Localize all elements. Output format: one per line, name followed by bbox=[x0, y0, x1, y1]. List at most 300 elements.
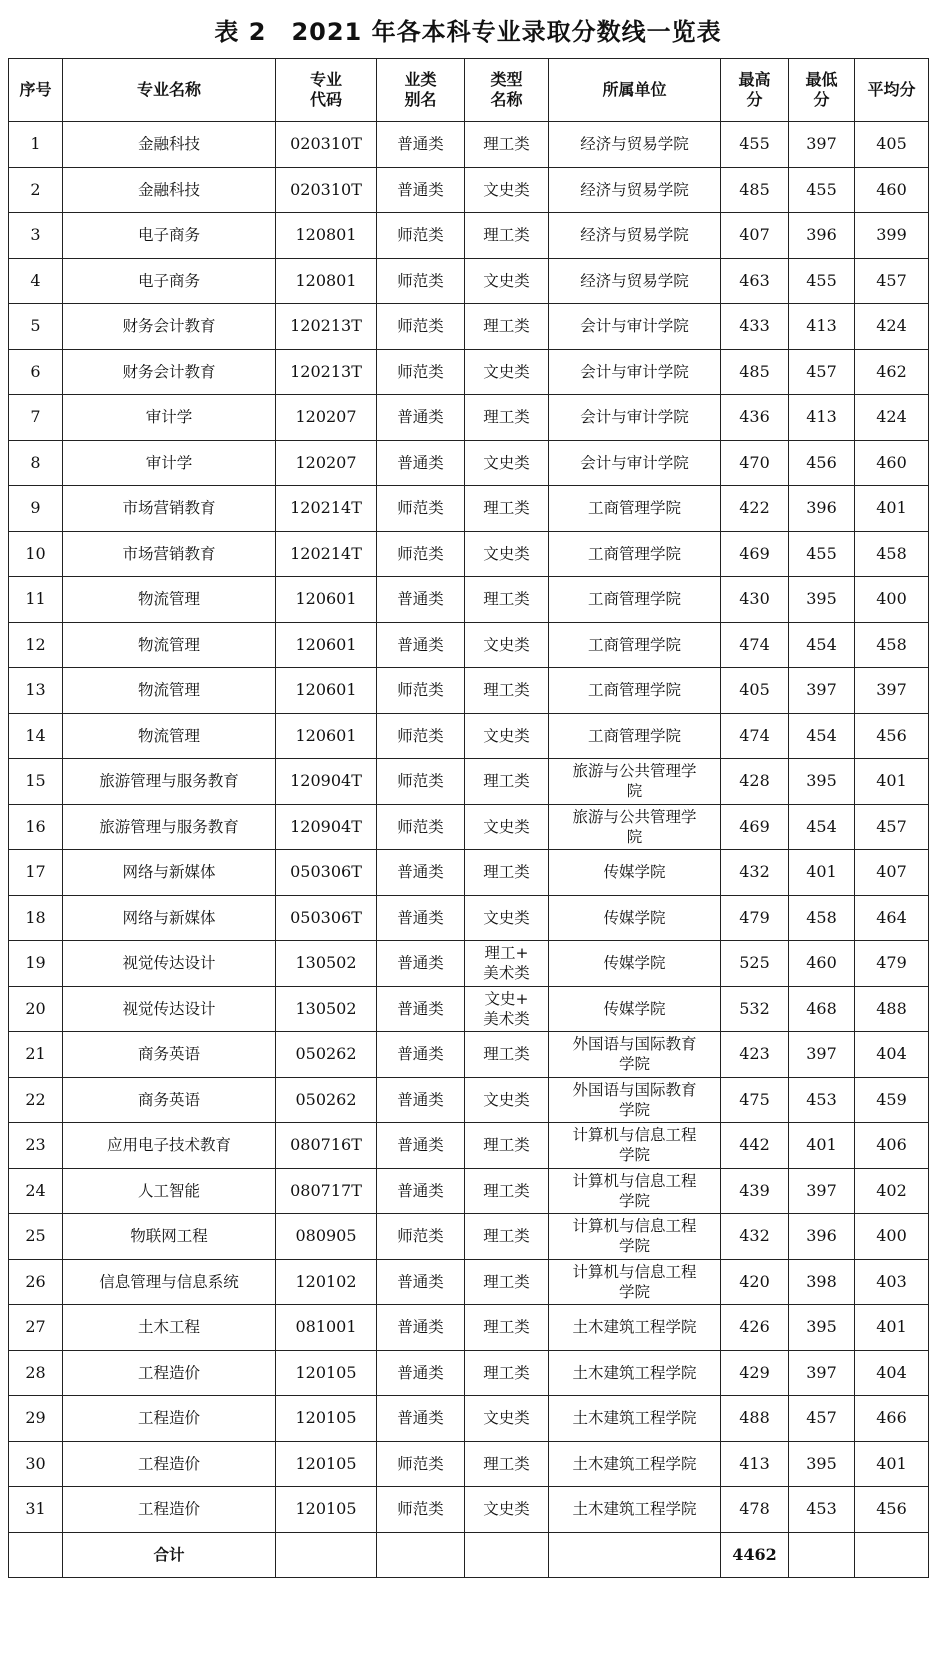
cell-unit: 经济与贸易学院 bbox=[549, 122, 721, 168]
cell-major-name: 审计学 bbox=[63, 440, 276, 486]
cell-category: 师范类 bbox=[377, 1214, 465, 1260]
cell-major-code: 120105 bbox=[276, 1487, 377, 1533]
cell-major-code: 080905 bbox=[276, 1214, 377, 1260]
total-empty-cell bbox=[377, 1532, 465, 1577]
cell-type: 理工类 bbox=[465, 304, 549, 350]
table-row bbox=[9, 1396, 929, 1442]
cell-major-name: 物流管理 bbox=[63, 622, 276, 668]
cell-min-score: 395 bbox=[789, 577, 855, 623]
cell-major-name: 电子商务 bbox=[63, 213, 276, 259]
total-label: 合计 bbox=[63, 1532, 276, 1577]
cell-major-code: 120213T bbox=[276, 304, 377, 350]
cell-unit: 土木建筑工程学院 bbox=[549, 1487, 721, 1533]
cell-type: 文史类 bbox=[465, 531, 549, 577]
table-row bbox=[9, 1077, 929, 1123]
cell-row-index: 26 bbox=[9, 1259, 63, 1305]
cell-category: 普通类 bbox=[377, 622, 465, 668]
table-row bbox=[9, 258, 929, 304]
cell-type: 文史类 bbox=[465, 895, 549, 941]
cell-row-index: 1 bbox=[9, 122, 63, 168]
cell-min-score: 395 bbox=[789, 1305, 855, 1351]
cell-category: 普通类 bbox=[377, 395, 465, 441]
total-empty-cell bbox=[789, 1532, 855, 1577]
cell-type: 文史类 bbox=[465, 1487, 549, 1533]
cell-avg-score: 401 bbox=[855, 486, 929, 532]
cell-max-score: 433 bbox=[721, 304, 789, 350]
cell-category: 师范类 bbox=[377, 349, 465, 395]
cell-type: 理工类 bbox=[465, 759, 549, 805]
cell-avg-score: 424 bbox=[855, 304, 929, 350]
cell-type: 理工类 bbox=[465, 668, 549, 714]
cell-row-index: 13 bbox=[9, 668, 63, 714]
column-header-col-avg: 平均分 bbox=[855, 59, 929, 122]
cell-row-index: 21 bbox=[9, 1032, 63, 1078]
cell-unit: 土木建筑工程学院 bbox=[549, 1305, 721, 1351]
cell-category: 普通类 bbox=[377, 1259, 465, 1305]
cell-category: 普通类 bbox=[377, 850, 465, 896]
cell-avg-score: 456 bbox=[855, 1487, 929, 1533]
cell-min-score: 454 bbox=[789, 713, 855, 759]
table-row bbox=[9, 395, 929, 441]
cell-type: 文史类 bbox=[465, 167, 549, 213]
cell-major-name: 旅游管理与服务教育 bbox=[63, 804, 276, 850]
cell-major-name: 商务英语 bbox=[63, 1077, 276, 1123]
column-header-col-min: 最低 分 bbox=[789, 59, 855, 122]
cell-avg-score: 401 bbox=[855, 1441, 929, 1487]
cell-major-name: 审计学 bbox=[63, 395, 276, 441]
cell-row-index: 28 bbox=[9, 1350, 63, 1396]
cell-unit: 工商管理学院 bbox=[549, 713, 721, 759]
cell-major-name: 视觉传达设计 bbox=[63, 986, 276, 1032]
cell-max-score: 430 bbox=[721, 577, 789, 623]
cell-unit: 外国语与国际教育 学院 bbox=[549, 1077, 721, 1123]
cell-max-score: 475 bbox=[721, 1077, 789, 1123]
cell-min-score: 398 bbox=[789, 1259, 855, 1305]
column-header-col-category: 业类 别名 bbox=[377, 59, 465, 122]
cell-major-name: 物流管理 bbox=[63, 577, 276, 623]
cell-major-name: 工程造价 bbox=[63, 1396, 276, 1442]
cell-unit: 工商管理学院 bbox=[549, 531, 721, 577]
cell-max-score: 413 bbox=[721, 1441, 789, 1487]
cell-unit: 传媒学院 bbox=[549, 941, 721, 987]
cell-major-name: 财务会计教育 bbox=[63, 304, 276, 350]
cell-max-score: 478 bbox=[721, 1487, 789, 1533]
cell-avg-score: 460 bbox=[855, 440, 929, 486]
cell-type: 理工类 bbox=[465, 850, 549, 896]
cell-category: 师范类 bbox=[377, 668, 465, 714]
cell-min-score: 454 bbox=[789, 622, 855, 668]
cell-major-code: 080717T bbox=[276, 1168, 377, 1214]
cell-category: 师范类 bbox=[377, 804, 465, 850]
cell-category: 普通类 bbox=[377, 167, 465, 213]
cell-row-index: 19 bbox=[9, 941, 63, 987]
total-empty-cell bbox=[549, 1532, 721, 1577]
cell-row-index: 10 bbox=[9, 531, 63, 577]
cell-major-code: 120105 bbox=[276, 1396, 377, 1442]
cell-max-score: 455 bbox=[721, 122, 789, 168]
total-empty-cell bbox=[276, 1532, 377, 1577]
cell-type: 文史类 bbox=[465, 1396, 549, 1442]
cell-row-index: 6 bbox=[9, 349, 63, 395]
cell-row-index: 5 bbox=[9, 304, 63, 350]
cell-max-score: 439 bbox=[721, 1168, 789, 1214]
cell-min-score: 413 bbox=[789, 395, 855, 441]
cell-major-code: 130502 bbox=[276, 986, 377, 1032]
cell-major-code: 050262 bbox=[276, 1077, 377, 1123]
cell-category: 普通类 bbox=[377, 941, 465, 987]
cell-unit: 会计与审计学院 bbox=[549, 440, 721, 486]
cell-major-name: 视觉传达设计 bbox=[63, 941, 276, 987]
cell-unit: 经济与贸易学院 bbox=[549, 167, 721, 213]
table-row bbox=[9, 1305, 929, 1351]
cell-avg-score: 462 bbox=[855, 349, 929, 395]
cell-type: 理工类 bbox=[465, 1441, 549, 1487]
cell-min-score: 460 bbox=[789, 941, 855, 987]
cell-min-score: 455 bbox=[789, 258, 855, 304]
cell-max-score: 485 bbox=[721, 167, 789, 213]
cell-major-name: 信息管理与信息系统 bbox=[63, 1259, 276, 1305]
cell-major-code: 080716T bbox=[276, 1123, 377, 1169]
cell-unit: 土木建筑工程学院 bbox=[549, 1441, 721, 1487]
cell-type: 理工类 bbox=[465, 1214, 549, 1260]
cell-category: 师范类 bbox=[377, 486, 465, 532]
cell-category: 普通类 bbox=[377, 1123, 465, 1169]
cell-row-index: 20 bbox=[9, 986, 63, 1032]
cell-major-name: 物流管理 bbox=[63, 668, 276, 714]
cell-min-score: 401 bbox=[789, 1123, 855, 1169]
cell-unit: 经济与贸易学院 bbox=[549, 213, 721, 259]
table-row bbox=[9, 531, 929, 577]
cell-min-score: 395 bbox=[789, 759, 855, 805]
cell-major-code: 120601 bbox=[276, 668, 377, 714]
cell-category: 普通类 bbox=[377, 440, 465, 486]
cell-unit: 计算机与信息工程 学院 bbox=[549, 1168, 721, 1214]
cell-major-code: 120801 bbox=[276, 258, 377, 304]
cell-major-name: 网络与新媒体 bbox=[63, 850, 276, 896]
cell-type: 文史类 bbox=[465, 258, 549, 304]
cell-avg-score: 407 bbox=[855, 850, 929, 896]
cell-min-score: 457 bbox=[789, 1396, 855, 1442]
cell-min-score: 457 bbox=[789, 349, 855, 395]
cell-row-index: 23 bbox=[9, 1123, 63, 1169]
cell-type: 文史类 bbox=[465, 804, 549, 850]
cell-min-score: 396 bbox=[789, 1214, 855, 1260]
cell-category: 普通类 bbox=[377, 1168, 465, 1214]
cell-row-index: 17 bbox=[9, 850, 63, 896]
column-header-col-index: 序号 bbox=[9, 59, 63, 122]
cell-row-index: 22 bbox=[9, 1077, 63, 1123]
table-row bbox=[9, 577, 929, 623]
cell-row-index: 3 bbox=[9, 213, 63, 259]
cell-major-name: 金融科技 bbox=[63, 122, 276, 168]
column-header-col-max: 最高 分 bbox=[721, 59, 789, 122]
cell-type: 理工+ 美术类 bbox=[465, 941, 549, 987]
table-row bbox=[9, 1350, 929, 1396]
cell-avg-score: 456 bbox=[855, 713, 929, 759]
cell-max-score: 532 bbox=[721, 986, 789, 1032]
table-header-row bbox=[9, 59, 929, 122]
cell-type: 理工类 bbox=[465, 1259, 549, 1305]
cell-min-score: 397 bbox=[789, 1168, 855, 1214]
table-row bbox=[9, 850, 929, 896]
cell-avg-score: 458 bbox=[855, 622, 929, 668]
cell-major-code: 120904T bbox=[276, 759, 377, 805]
cell-max-score: 525 bbox=[721, 941, 789, 987]
cell-max-score: 423 bbox=[721, 1032, 789, 1078]
cell-row-index: 18 bbox=[9, 895, 63, 941]
cell-major-code: 050262 bbox=[276, 1032, 377, 1078]
cell-avg-score: 403 bbox=[855, 1259, 929, 1305]
column-header-col-major-code: 专业 代码 bbox=[276, 59, 377, 122]
column-header-col-unit: 所属单位 bbox=[549, 59, 721, 122]
cell-min-score: 453 bbox=[789, 1487, 855, 1533]
cell-row-index: 11 bbox=[9, 577, 63, 623]
cell-unit: 土木建筑工程学院 bbox=[549, 1396, 721, 1442]
cell-unit: 传媒学院 bbox=[549, 895, 721, 941]
cell-max-score: 432 bbox=[721, 1214, 789, 1260]
cell-avg-score: 479 bbox=[855, 941, 929, 987]
cell-unit: 工商管理学院 bbox=[549, 622, 721, 668]
table-row bbox=[9, 486, 929, 532]
cell-type: 理工类 bbox=[465, 1305, 549, 1351]
cell-major-code: 120105 bbox=[276, 1350, 377, 1396]
column-header-col-type: 类型 名称 bbox=[465, 59, 549, 122]
cell-avg-score: 401 bbox=[855, 759, 929, 805]
cell-max-score: 488 bbox=[721, 1396, 789, 1442]
cell-major-name: 工程造价 bbox=[63, 1487, 276, 1533]
table-row bbox=[9, 1123, 929, 1169]
cell-type: 文史类 bbox=[465, 349, 549, 395]
cell-min-score: 396 bbox=[789, 213, 855, 259]
cell-major-code: 120105 bbox=[276, 1441, 377, 1487]
cell-row-index: 15 bbox=[9, 759, 63, 805]
total-empty-cell bbox=[465, 1532, 549, 1577]
cell-max-score: 474 bbox=[721, 713, 789, 759]
cell-major-code: 020310T bbox=[276, 167, 377, 213]
cell-row-index: 25 bbox=[9, 1214, 63, 1260]
cell-major-name: 人工智能 bbox=[63, 1168, 276, 1214]
cell-max-score: 442 bbox=[721, 1123, 789, 1169]
cell-max-score: 485 bbox=[721, 349, 789, 395]
cell-avg-score: 404 bbox=[855, 1350, 929, 1396]
cell-major-name: 电子商务 bbox=[63, 258, 276, 304]
cell-avg-score: 400 bbox=[855, 1214, 929, 1260]
cell-avg-score: 406 bbox=[855, 1123, 929, 1169]
cell-major-code: 120207 bbox=[276, 395, 377, 441]
cell-avg-score: 424 bbox=[855, 395, 929, 441]
table-row bbox=[9, 622, 929, 668]
cell-max-score: 422 bbox=[721, 486, 789, 532]
cell-avg-score: 464 bbox=[855, 895, 929, 941]
cell-max-score: 426 bbox=[721, 1305, 789, 1351]
cell-major-name: 市场营销教育 bbox=[63, 486, 276, 532]
cell-unit: 会计与审计学院 bbox=[549, 349, 721, 395]
table-row bbox=[9, 986, 929, 1032]
table-row bbox=[9, 304, 929, 350]
cell-unit: 旅游与公共管理学 院 bbox=[549, 804, 721, 850]
cell-row-index: 24 bbox=[9, 1168, 63, 1214]
cell-type: 理工类 bbox=[465, 395, 549, 441]
cell-unit: 土木建筑工程学院 bbox=[549, 1350, 721, 1396]
cell-avg-score: 488 bbox=[855, 986, 929, 1032]
cell-major-name: 土木工程 bbox=[63, 1305, 276, 1351]
cell-major-name: 应用电子技术教育 bbox=[63, 1123, 276, 1169]
cell-row-index: 7 bbox=[9, 395, 63, 441]
cell-category: 普通类 bbox=[377, 1077, 465, 1123]
cell-major-name: 商务英语 bbox=[63, 1032, 276, 1078]
cell-major-name: 物联网工程 bbox=[63, 1214, 276, 1260]
cell-type: 理工类 bbox=[465, 577, 549, 623]
cell-min-score: 397 bbox=[789, 1350, 855, 1396]
cell-major-name: 工程造价 bbox=[63, 1350, 276, 1396]
cell-category: 普通类 bbox=[377, 1350, 465, 1396]
cell-category: 师范类 bbox=[377, 531, 465, 577]
cell-category: 普通类 bbox=[377, 1396, 465, 1442]
cell-major-code: 120214T bbox=[276, 486, 377, 532]
cell-avg-score: 460 bbox=[855, 167, 929, 213]
cell-min-score: 413 bbox=[789, 304, 855, 350]
cell-row-index: 29 bbox=[9, 1396, 63, 1442]
cell-type: 文史类 bbox=[465, 440, 549, 486]
table-row bbox=[9, 122, 929, 168]
cell-type: 文史类 bbox=[465, 622, 549, 668]
cell-major-code: 130502 bbox=[276, 941, 377, 987]
cell-type: 理工类 bbox=[465, 1168, 549, 1214]
cell-category: 普通类 bbox=[377, 1032, 465, 1078]
cell-min-score: 455 bbox=[789, 167, 855, 213]
cell-avg-score: 400 bbox=[855, 577, 929, 623]
cell-major-name: 工程造价 bbox=[63, 1441, 276, 1487]
cell-min-score: 397 bbox=[789, 1032, 855, 1078]
cell-unit: 会计与审计学院 bbox=[549, 304, 721, 350]
table-row bbox=[9, 213, 929, 259]
table-row bbox=[9, 895, 929, 941]
cell-major-name: 旅游管理与服务教育 bbox=[63, 759, 276, 805]
column-header-col-major-name: 专业名称 bbox=[63, 59, 276, 122]
cell-min-score: 458 bbox=[789, 895, 855, 941]
cell-unit: 传媒学院 bbox=[549, 986, 721, 1032]
cell-avg-score: 397 bbox=[855, 668, 929, 714]
cell-category: 师范类 bbox=[377, 304, 465, 350]
cell-row-index: 8 bbox=[9, 440, 63, 486]
cell-row-index: 30 bbox=[9, 1441, 63, 1487]
total-value: 4462 bbox=[721, 1532, 789, 1577]
table-row bbox=[9, 167, 929, 213]
cell-major-name: 金融科技 bbox=[63, 167, 276, 213]
total-empty-cell bbox=[855, 1532, 929, 1577]
cell-unit: 经济与贸易学院 bbox=[549, 258, 721, 304]
cell-max-score: 470 bbox=[721, 440, 789, 486]
table-row bbox=[9, 1259, 929, 1305]
cell-max-score: 436 bbox=[721, 395, 789, 441]
cell-unit: 会计与审计学院 bbox=[549, 395, 721, 441]
cell-avg-score: 404 bbox=[855, 1032, 929, 1078]
cell-major-code: 120207 bbox=[276, 440, 377, 486]
cell-max-score: 479 bbox=[721, 895, 789, 941]
cell-category: 师范类 bbox=[377, 759, 465, 805]
cell-major-code: 120213T bbox=[276, 349, 377, 395]
cell-major-name: 市场营销教育 bbox=[63, 531, 276, 577]
cell-max-score: 429 bbox=[721, 1350, 789, 1396]
table-row bbox=[9, 1032, 929, 1078]
cell-max-score: 420 bbox=[721, 1259, 789, 1305]
cell-avg-score: 457 bbox=[855, 258, 929, 304]
cell-category: 普通类 bbox=[377, 577, 465, 623]
cell-avg-score: 466 bbox=[855, 1396, 929, 1442]
cell-category: 普通类 bbox=[377, 1305, 465, 1351]
cell-row-index: 9 bbox=[9, 486, 63, 532]
table-row bbox=[9, 668, 929, 714]
cell-major-name: 物流管理 bbox=[63, 713, 276, 759]
cell-row-index: 12 bbox=[9, 622, 63, 668]
cell-major-code: 120214T bbox=[276, 531, 377, 577]
cell-unit: 计算机与信息工程 学院 bbox=[549, 1259, 721, 1305]
table-row bbox=[9, 1487, 929, 1533]
cell-min-score: 397 bbox=[789, 122, 855, 168]
cell-unit: 计算机与信息工程 学院 bbox=[549, 1123, 721, 1169]
cell-unit: 工商管理学院 bbox=[549, 577, 721, 623]
cell-row-index: 14 bbox=[9, 713, 63, 759]
cell-row-index: 31 bbox=[9, 1487, 63, 1533]
cell-avg-score: 458 bbox=[855, 531, 929, 577]
total-row bbox=[9, 1532, 929, 1577]
cell-major-code: 020310T bbox=[276, 122, 377, 168]
cell-major-code: 120102 bbox=[276, 1259, 377, 1305]
cell-max-score: 428 bbox=[721, 759, 789, 805]
table-row bbox=[9, 713, 929, 759]
cell-unit: 外国语与国际教育 学院 bbox=[549, 1032, 721, 1078]
cell-row-index: 4 bbox=[9, 258, 63, 304]
cell-max-score: 432 bbox=[721, 850, 789, 896]
cell-category: 师范类 bbox=[377, 258, 465, 304]
cell-type: 文史类 bbox=[465, 1077, 549, 1123]
table-row bbox=[9, 759, 929, 805]
cell-category: 师范类 bbox=[377, 1441, 465, 1487]
cell-row-index: 27 bbox=[9, 1305, 63, 1351]
total-empty-cell bbox=[9, 1532, 63, 1577]
table-row bbox=[9, 1214, 929, 1260]
cell-category: 普通类 bbox=[377, 986, 465, 1032]
cell-major-name: 网络与新媒体 bbox=[63, 895, 276, 941]
cell-min-score: 401 bbox=[789, 850, 855, 896]
table-row bbox=[9, 349, 929, 395]
table-row bbox=[9, 941, 929, 987]
cell-min-score: 456 bbox=[789, 440, 855, 486]
cell-max-score: 469 bbox=[721, 804, 789, 850]
cell-unit: 旅游与公共管理学 院 bbox=[549, 759, 721, 805]
table-row bbox=[9, 440, 929, 486]
cell-max-score: 469 bbox=[721, 531, 789, 577]
cell-major-code: 081001 bbox=[276, 1305, 377, 1351]
cell-category: 普通类 bbox=[377, 122, 465, 168]
cell-type: 理工类 bbox=[465, 1032, 549, 1078]
cell-type: 文史类 bbox=[465, 713, 549, 759]
cell-min-score: 395 bbox=[789, 1441, 855, 1487]
cell-min-score: 453 bbox=[789, 1077, 855, 1123]
table-row bbox=[9, 804, 929, 850]
cell-min-score: 454 bbox=[789, 804, 855, 850]
cell-avg-score: 405 bbox=[855, 122, 929, 168]
cell-major-code: 050306T bbox=[276, 895, 377, 941]
cell-category: 师范类 bbox=[377, 1487, 465, 1533]
cell-max-score: 407 bbox=[721, 213, 789, 259]
cell-major-name: 财务会计教育 bbox=[63, 349, 276, 395]
admission-score-table bbox=[8, 58, 929, 1578]
cell-avg-score: 402 bbox=[855, 1168, 929, 1214]
cell-category: 普通类 bbox=[377, 895, 465, 941]
cell-max-score: 405 bbox=[721, 668, 789, 714]
cell-unit: 传媒学院 bbox=[549, 850, 721, 896]
